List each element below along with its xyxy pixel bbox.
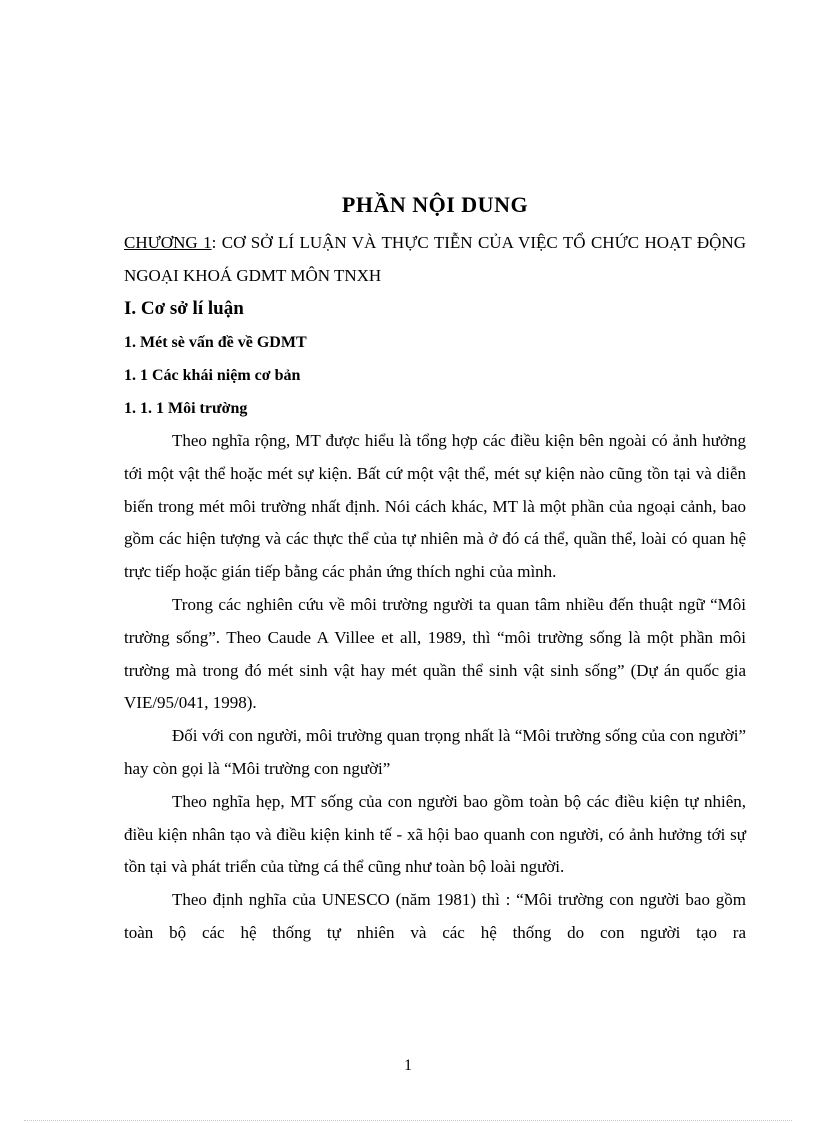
page-bottom-divider: [24, 1120, 792, 1121]
page-title: PHẦN NỘI DUNG: [341, 192, 529, 217]
page-content: [124, 190, 746, 950]
paragraph-2: Trong các nghiên cứu về môi trường người ta quan tâm nhiều đến thuật ngữ “Môi trường sống”. Theo Caude A Villee et all, 1989, thì “môi trường sống là một phần môi trường mà trong đó mét sinh vật hay mét quần thể sinh vật sinh sống” (Dự án quốc gia VIE/95/041, 1998).: [124, 594, 746, 713]
paragraph-4: Theo nghĩa hẹp, MT sống của con người bao gồm toàn bộ các điều kiện tự nhiên, điều kiện nhân tạo và điều kiện kinh tế - xã hội bao quanh con người, có ảnh hưởng tới sự tồn tại và phát triển của từng cá thể cũng như toàn bộ loài người.: [124, 791, 746, 877]
subsection-heading-1-1: 1. 1 Các khái niệm cơ bản: [124, 367, 301, 384]
subsection-heading-1-1-1: 1. 1. 1 Môi trường: [124, 400, 248, 417]
subsection-heading: 1. Mét sè vấn đề về GDMT: [124, 334, 307, 351]
chapter-heading: [124, 226, 746, 292]
chapter-title: : CƠ SỞ LÍ LUẬN VÀ THỰC TIỄN CỦA VIỆC TỔ CHỨC HOẠT ĐỘNG NGOẠI KHOÁ GDMT MÔN TNXH: [124, 233, 746, 285]
page-number: 1: [404, 1057, 412, 1074]
paragraph-5: Theo định nghĩa của UNESCO (năm 1981) thì : “Môi trường con người bao gồm toàn bộ các hệ thống tự nhiên và các hệ thống do con người tạo ra: [124, 890, 746, 942]
chapter-label: CHƯƠNG 1: [124, 233, 212, 252]
paragraph-1: Theo nghĩa rộng, MT được hiểu là tổng hợp các điều kiện bên ngoài có ảnh hưởng tới một vật thể hoặc mét sự kiện. Bất cứ một vật thể, mét sự kiện nào cũng tồn tại và diễn biến trong mét môi trường nhất định. Nói cách khác, MT là một phần của ngoại cảnh, bao gồm các hiện tượng và các thực thể của tự nhiên mà ở đó cá thể, quần thể, loài có quan hệ trực tiếp hoặc gián tiếp bằng các phản ứng thích nghi của mình.: [124, 431, 746, 582]
paragraph-3: Đối với con người, môi trường quan trọng nhất là “Môi trường sống của con người” hay còn gọi là “Môi trường con người”: [124, 726, 746, 778]
section-heading: I. Cơ sở lí luận: [124, 298, 244, 319]
